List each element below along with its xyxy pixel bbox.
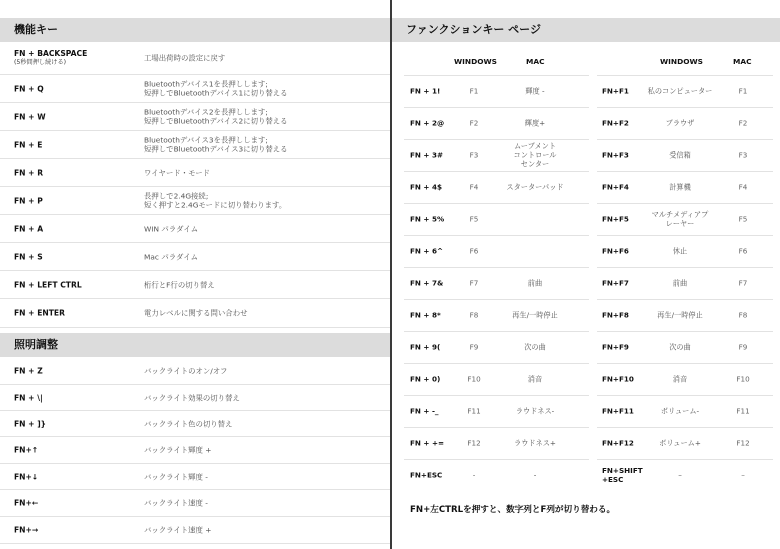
windows-value-right: F5: [738, 214, 748, 224]
toggle-note: FN+左CTRLを押すと、数字列とF列が切り替わる。: [410, 505, 616, 515]
row-separator: [404, 395, 589, 396]
shortcut-description: バックライト効果の切り替え: [144, 392, 240, 402]
shortcut-key: [14, 446, 38, 455]
fn-key-left: FN + 3#: [410, 150, 443, 160]
shortcut-key-label: FN + R: [14, 168, 44, 177]
row-separator: [404, 427, 589, 428]
mac-value-right: ボリューム-: [660, 406, 700, 416]
shortcut-key-label: FN + \|: [14, 393, 43, 402]
fn-row: [392, 171, 780, 203]
function-keys-list: [0, 42, 390, 328]
windows-value-left: -: [472, 470, 476, 480]
shortcut-row: [0, 159, 390, 187]
shortcut-key-label: FN + LEFT CTRL: [14, 280, 82, 289]
fn-key-right: FN+F11: [602, 406, 634, 416]
fn-row: [392, 331, 780, 363]
windows-value-left: F9: [469, 342, 479, 352]
shortcut-row: [0, 464, 390, 490]
fn-row: [392, 267, 780, 299]
mac-value-left: 次の曲: [524, 342, 546, 352]
windows-value-left: F4: [469, 182, 479, 192]
row-separator: [597, 235, 773, 236]
shortcut-row: [0, 131, 390, 159]
row-separator: [597, 267, 773, 268]
windows-value-left: F12: [467, 438, 481, 448]
row-separator: [404, 363, 589, 364]
fn-key-right: FN+F12: [602, 438, 634, 448]
shortcut-description: バックライト輝度 -: [144, 471, 208, 481]
row-separator: [597, 363, 773, 364]
fn-key-left: FN + 2@: [410, 118, 445, 128]
fn-row: [392, 395, 780, 427]
shortcut-row: [0, 243, 390, 271]
windows-value-left: F8: [469, 310, 479, 320]
windows-value-right: F9: [738, 342, 748, 352]
mac-value-left: 消音: [527, 374, 543, 384]
mac-value-right: 計算機: [669, 182, 691, 192]
row-separator: [404, 75, 589, 76]
fn-key-left: FN + +=: [410, 438, 444, 448]
mac-value-left: 前曲: [527, 278, 543, 288]
shortcut-key: [14, 280, 82, 289]
shortcut-row: [0, 490, 390, 517]
windows-value-right: F12: [736, 438, 750, 448]
row-separator: [404, 235, 589, 236]
fn-key-right: FN+F1: [602, 86, 629, 96]
shortcut-description: Mac パラダイム: [144, 251, 199, 261]
shortcut-key-label: FN+↑: [14, 445, 39, 455]
shortcut-key-label: FN + S: [14, 252, 43, 261]
row-separator: [597, 331, 773, 332]
lighting-heading: 照明調整: [0, 333, 390, 357]
shortcut-key: [14, 499, 38, 508]
row-separator: [597, 299, 773, 300]
shortcut-description: バックライト色の切り替え: [144, 418, 233, 428]
windows-value-right: F8: [738, 310, 748, 320]
shortcut-key-label: FN + BACKSPACE: [14, 49, 88, 58]
shortcut-row: [0, 215, 390, 243]
fn-key-left: FN + 9(: [410, 342, 441, 352]
windows-value-left: F11: [467, 406, 481, 416]
shortcut-row: [0, 357, 390, 385]
fn-key-right: FN+F3: [602, 150, 629, 160]
shortcut-key-label: FN + A: [14, 224, 44, 233]
windows-value-right: F7: [738, 278, 748, 288]
function-keys-heading: 機能キー: [0, 18, 390, 42]
shortcut-key: [14, 393, 43, 402]
mac-value-left: 輝度 -: [525, 86, 545, 96]
mac-value-right: ブラウザ: [665, 118, 695, 128]
fn-row: [392, 459, 780, 491]
fn-key-right: FN+F9: [602, 342, 629, 352]
fn-key-right: FN+SHIFT +ESC: [602, 466, 643, 484]
row-separator: [597, 459, 773, 460]
shortcut-row: [0, 517, 390, 544]
row-separator: [597, 427, 773, 428]
row-separator: [404, 459, 589, 460]
fn-row: [392, 139, 780, 171]
fn-key-right: FN+F2: [602, 118, 629, 128]
mac-value-right: 前曲: [672, 278, 688, 288]
fn-key-right: FN+F10: [602, 374, 634, 384]
shortcut-key: [14, 419, 46, 428]
fn-page-heading: ファンクションキー ページ: [392, 18, 780, 42]
windows-value-left: F2: [469, 118, 479, 128]
fn-row: [392, 203, 780, 235]
shortcut-description: ワイヤード・モード: [144, 167, 210, 177]
mac-value-left: ラウドネス-: [515, 406, 555, 416]
row-separator: [404, 203, 589, 204]
shortcut-description: Bluetoothデバイス3を長押しします; 短押しでBluetoothデバイス3に切り替える: [144, 135, 288, 154]
shortcut-key: [14, 49, 87, 67]
row-separator: [404, 139, 589, 140]
shortcut-description: バックライト速度 +: [144, 525, 212, 535]
fn-key-left: FN+ESC: [410, 470, 443, 480]
windows-value-left: F6: [469, 246, 479, 256]
shortcut-description: WIN パラダイム: [144, 223, 199, 233]
mac-header-1: MAC: [526, 57, 545, 66]
row-separator: [597, 75, 773, 76]
fn-key-left: FN + 5%: [410, 214, 445, 224]
fn-key-left: FN + -_: [410, 406, 439, 416]
windows-header-1: WINDOWS: [454, 57, 497, 66]
windows-value-right: F6: [738, 246, 748, 256]
fn-key-left: FN + 6^: [410, 246, 443, 256]
shortcut-key: [14, 140, 42, 149]
shortcut-key: [14, 309, 65, 318]
mac-header-2: MAC: [733, 57, 752, 66]
windows-value-left: F5: [469, 214, 479, 224]
shortcut-description: バックライト速度 -: [144, 498, 208, 508]
row-separator: [404, 267, 589, 268]
shortcut-key-label: FN + Z: [14, 366, 43, 375]
shortcut-key-label: FN + ENTER: [14, 308, 65, 318]
mac-value-right: 受信箱: [669, 150, 691, 160]
mac-value-right: 消音: [672, 374, 688, 384]
fn-key-left: FN + 1!: [410, 86, 441, 96]
windows-value-right: F3: [738, 150, 748, 160]
windows-value-right: F2: [738, 118, 748, 128]
shortcut-key: [14, 526, 38, 535]
shortcut-key-label: FN+←: [14, 498, 39, 508]
fn-row: [392, 427, 780, 459]
windows-value-left: F7: [469, 278, 479, 288]
shortcut-row: [0, 385, 390, 411]
fn-row: [392, 235, 780, 267]
fn-key-right: FN+F5: [602, 214, 629, 224]
windows-header-2: WINDOWS: [660, 57, 703, 66]
mac-value-right: 休止: [672, 246, 688, 256]
mac-value-right: –: [678, 470, 682, 480]
row-separator: [597, 203, 773, 204]
shortcut-description: バックライトのオン/オフ: [144, 365, 228, 375]
row-separator: [404, 331, 589, 332]
mac-value-left: ラウドネス+: [514, 438, 556, 448]
mac-value-left: 再生/一時停止: [512, 310, 558, 320]
fn-key-right: FN+F7: [602, 278, 629, 288]
fn-row: [392, 75, 780, 107]
windows-value-right: F11: [736, 406, 750, 416]
fn-row: [392, 363, 780, 395]
shortcut-row: [0, 187, 390, 215]
windows-value-left: F3: [469, 150, 479, 160]
windows-value-left: F10: [467, 374, 481, 384]
row-separator: [404, 107, 589, 108]
windows-value-right: F4: [738, 182, 748, 192]
shortcut-key-label: FN+→: [14, 525, 39, 535]
fn-key-right: FN+F8: [602, 310, 629, 320]
windows-value-right: –: [741, 470, 745, 480]
fn-key-right: FN+F6: [602, 246, 629, 256]
shortcut-row: [0, 437, 390, 464]
shortcut-key-label: FN+↓: [14, 472, 39, 481]
shortcut-key: [14, 224, 43, 233]
shortcut-description: バックライト輝度 +: [144, 445, 212, 455]
row-separator: [597, 107, 773, 108]
shortcut-key-label: FN + ]}: [14, 419, 47, 428]
row-separator: [404, 299, 589, 300]
shortcut-key: [14, 84, 44, 93]
row-separator: [597, 139, 773, 140]
lighting-list: [0, 357, 390, 544]
row-separator: [597, 395, 773, 396]
mac-value-right: マルチメディアプ レーヤー: [651, 210, 709, 228]
mac-value-left: ムーブメント コントロール センター: [513, 141, 557, 169]
shortcut-key: [14, 196, 43, 205]
shortcut-description: 工場出荷時の設定に戻す: [144, 53, 226, 63]
fn-row: [392, 299, 780, 331]
windows-value-left: F1: [469, 86, 479, 96]
shortcut-row: [0, 271, 390, 299]
fn-key-left: FN + 8*: [410, 310, 441, 320]
mac-value-left: 輝度+: [524, 118, 546, 128]
fn-key-left: FN + 7&: [410, 278, 444, 288]
shortcut-row: [0, 75, 390, 103]
shortcut-row: [0, 411, 390, 437]
shortcut-key: [14, 252, 43, 261]
shortcut-key-label: FN + W: [14, 112, 46, 121]
shortcut-key-note: (5秒間押し続ける): [14, 59, 67, 66]
shortcut-description: 長押しで2.4G接続; 短く押すと2.4Gモードに切り替わります。: [144, 191, 287, 210]
shortcut-description: Bluetoothデバイス1を長押しします; 短押しでBluetoothデバイス1に切り替える: [144, 79, 288, 98]
mac-value-right: 再生/一時停止: [657, 310, 703, 320]
shortcut-key-label: FN + E: [14, 140, 43, 149]
shortcut-key: [14, 366, 43, 375]
shortcut-key-label: FN + Q: [14, 84, 44, 93]
shortcut-description: Bluetoothデバイス2を長押しします; 短押しでBluetoothデバイス2に切り替える: [144, 107, 288, 126]
fn-key-left: FN + 4$: [410, 182, 442, 192]
shortcut-row: [0, 42, 390, 75]
shortcut-key: [14, 168, 43, 177]
shortcut-row: [0, 299, 390, 328]
fn-row: [392, 107, 780, 139]
fn-key-left: FN + 0): [410, 374, 441, 384]
fn-key-table: [392, 75, 780, 491]
windows-value-right: F1: [738, 86, 748, 96]
mac-value-left: スターターパッド: [506, 182, 564, 192]
fn-key-right: FN+F4: [602, 182, 629, 192]
shortcut-description: 電力レベルに関する問い合わせ: [144, 308, 248, 318]
row-separator: [597, 171, 773, 172]
mac-value-left: -: [533, 470, 537, 480]
shortcut-key: [14, 112, 46, 121]
windows-value-right: F10: [736, 374, 750, 384]
shortcut-row: [0, 103, 390, 131]
row-separator: [404, 171, 589, 172]
mac-value-right: 私のコンピューター: [647, 86, 713, 96]
mac-value-right: ボリューム+: [659, 438, 701, 448]
mac-value-right: 次の曲: [669, 342, 691, 352]
shortcut-description: 桁行とF行の切り替え: [144, 279, 215, 289]
shortcut-key: [14, 472, 38, 481]
shortcut-key-label: FN + P: [14, 196, 43, 205]
